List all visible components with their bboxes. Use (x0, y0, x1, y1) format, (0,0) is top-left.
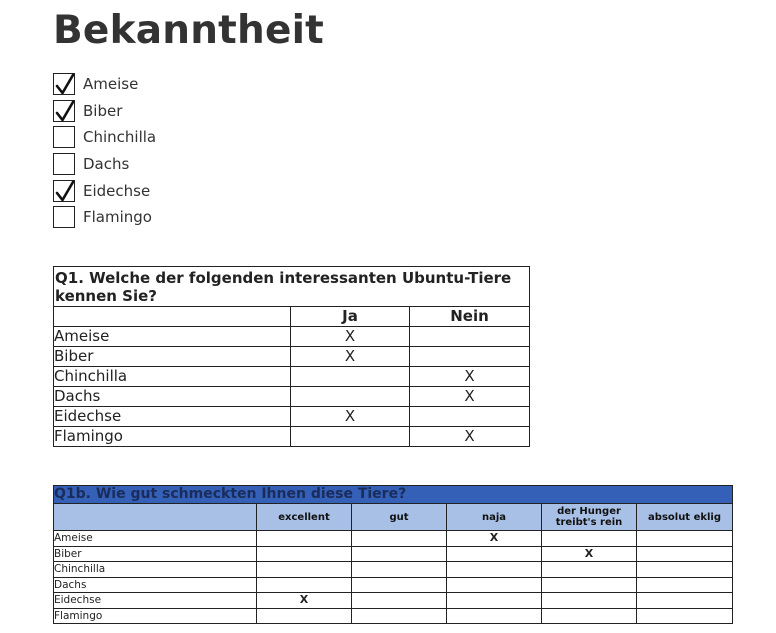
checklist-item[interactable] (53, 71, 156, 98)
answer-cell[interactable]: X (291, 327, 410, 347)
checkbox[interactable] (53, 126, 75, 148)
answer-cell[interactable]: X (291, 407, 410, 427)
row-label: Flamingo (54, 608, 257, 624)
table-row (54, 347, 530, 367)
checklist-item-label: Flamingo (83, 208, 152, 227)
rating-cell[interactable] (542, 608, 637, 624)
checklist-item[interactable] (53, 124, 156, 151)
rating-cell[interactable] (637, 608, 733, 624)
table-row (54, 562, 733, 578)
rating-cell[interactable] (637, 562, 733, 578)
rating-cell[interactable] (542, 577, 637, 593)
row-label: Ameise (54, 327, 291, 347)
row-label: Chinchilla (54, 367, 291, 387)
table-row (54, 608, 733, 624)
checkbox[interactable] (53, 180, 75, 202)
table-row (54, 577, 733, 593)
q1b-column-header: absolut eklig (637, 504, 733, 531)
row-label: Biber (54, 546, 257, 562)
rating-cell[interactable]: X (447, 531, 542, 547)
answer-cell[interactable] (291, 387, 410, 407)
rating-cell[interactable] (352, 593, 447, 609)
q1-column-header: Nein (410, 307, 530, 327)
q1-question: Q1. Welche der folgenden interessanten Ubuntu-Tiere kennen Sie? (54, 267, 530, 307)
table-row (54, 407, 530, 427)
q1b-question-row (54, 486, 733, 504)
table-row (54, 531, 733, 547)
rating-cell[interactable] (637, 546, 733, 562)
table-row (54, 367, 530, 387)
q1b-column-header: gut (352, 504, 447, 531)
rating-cell[interactable] (637, 577, 733, 593)
checkmark-icon (54, 101, 76, 123)
q1-corner-cell (54, 307, 291, 327)
rating-cell[interactable] (352, 577, 447, 593)
answer-cell[interactable]: X (410, 367, 530, 387)
answer-cell[interactable]: X (410, 387, 530, 407)
checkbox[interactable] (53, 206, 75, 228)
q1b-question: Q1b. Wie gut schmeckten Ihnen diese Tiere? (54, 486, 733, 504)
row-label: Eidechse (54, 407, 291, 427)
answer-cell[interactable]: X (291, 347, 410, 367)
rating-cell[interactable] (637, 531, 733, 547)
answer-cell[interactable] (410, 327, 530, 347)
rating-cell[interactable] (542, 531, 637, 547)
rating-cell[interactable] (257, 531, 352, 547)
checklist-item-label: Biber (83, 101, 123, 120)
q1-header-row (54, 307, 530, 327)
checkbox[interactable] (53, 100, 75, 122)
checklist-item-label: Ameise (83, 75, 139, 94)
answer-cell[interactable] (410, 347, 530, 367)
q1b-column-header: der Hunger treibt's rein (542, 504, 637, 531)
rating-cell[interactable] (447, 562, 542, 578)
q1b-column-header: excellent (257, 504, 352, 531)
answer-cell[interactable] (410, 407, 530, 427)
rating-cell[interactable]: X (542, 546, 637, 562)
table-row (54, 387, 530, 407)
q1-table (53, 266, 530, 447)
table-row (54, 593, 733, 609)
row-label: Dachs (54, 577, 257, 593)
answer-cell[interactable] (291, 367, 410, 387)
row-label: Flamingo (54, 427, 291, 447)
rating-cell[interactable] (447, 577, 542, 593)
answer-cell[interactable] (291, 427, 410, 447)
table-row (54, 327, 530, 347)
row-label: Ameise (54, 531, 257, 547)
answer-cell[interactable]: X (410, 427, 530, 447)
q1b-corner-cell (54, 504, 257, 531)
page-title: Bekanntheit (53, 8, 325, 53)
q1b-column-header: naja (447, 504, 542, 531)
checkmark-icon (54, 74, 76, 96)
table-row (54, 427, 530, 447)
checkbox[interactable] (53, 153, 75, 175)
q1b-table (53, 485, 733, 624)
row-label: Chinchilla (54, 562, 257, 578)
rating-cell[interactable] (352, 546, 447, 562)
q1b-header-row (54, 504, 733, 531)
q1-question-row (54, 267, 530, 307)
row-label: Biber (54, 347, 291, 367)
rating-cell[interactable] (352, 608, 447, 624)
checklist-item[interactable] (53, 151, 156, 178)
row-label: Eidechse (54, 593, 257, 609)
checkbox[interactable] (53, 73, 75, 95)
checklist-item-label: Eidechse (83, 181, 151, 200)
checklist-item-label: Dachs (83, 155, 130, 174)
rating-cell[interactable] (352, 562, 447, 578)
rating-cell[interactable] (257, 562, 352, 578)
table-row (54, 546, 733, 562)
checklist-item[interactable] (53, 98, 156, 125)
checklist-item-label: Chinchilla (83, 128, 157, 147)
rating-cell[interactable] (542, 593, 637, 609)
rating-cell[interactable] (637, 593, 733, 609)
rating-cell[interactable] (257, 608, 352, 624)
row-label: Dachs (54, 387, 291, 407)
animal-checklist (53, 71, 156, 231)
rating-cell[interactable]: X (257, 593, 352, 609)
checklist-item[interactable] (53, 177, 156, 204)
rating-cell[interactable] (257, 546, 352, 562)
rating-cell[interactable] (447, 546, 542, 562)
q1-column-header: Ja (291, 307, 410, 327)
rating-cell[interactable] (542, 562, 637, 578)
rating-cell[interactable] (447, 593, 542, 609)
rating-cell[interactable] (352, 531, 447, 547)
rating-cell[interactable] (447, 608, 542, 624)
checklist-item[interactable] (53, 204, 156, 231)
rating-cell[interactable] (257, 577, 352, 593)
checkmark-icon (54, 181, 76, 203)
